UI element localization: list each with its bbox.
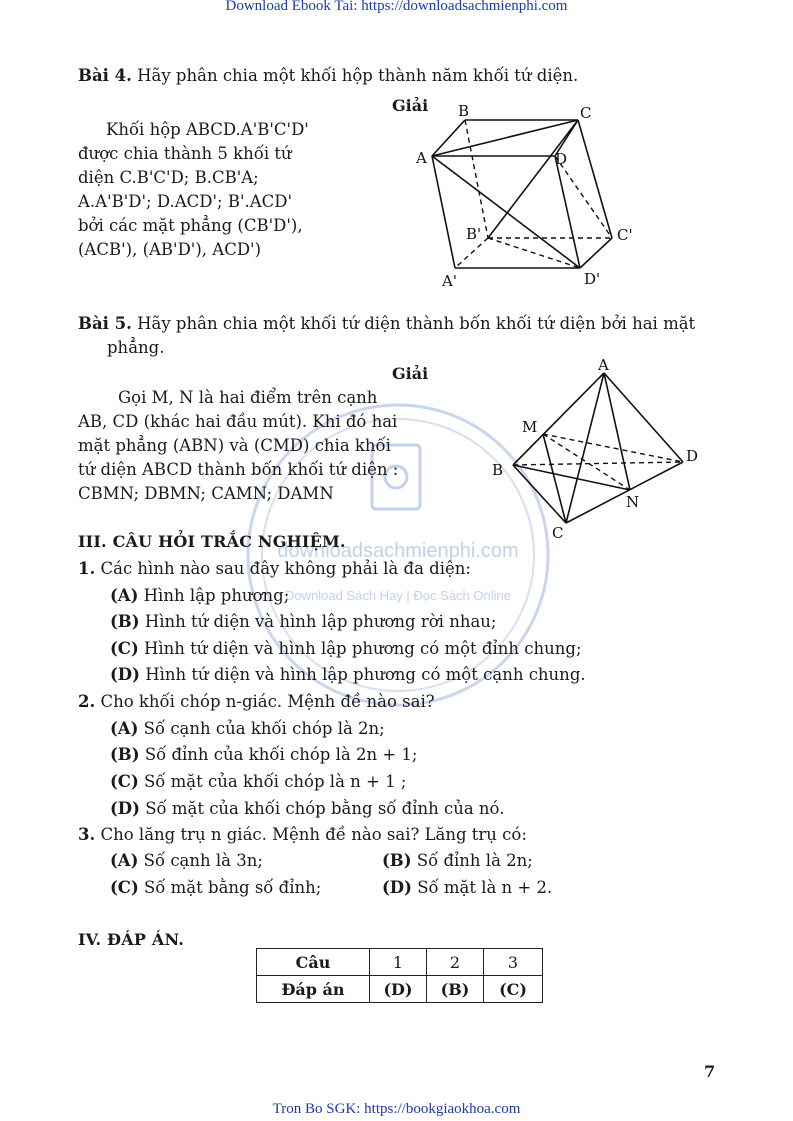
bai4-label-d1: D'	[584, 270, 601, 288]
q2-option: (A) Số cạnh của khối chóp là 2n;	[110, 719, 385, 738]
q2-text: Cho khối chóp n-giác. Mệnh đề nào sai?	[100, 692, 435, 711]
bai4-question	[78, 64, 578, 88]
section4-title: IV. ĐÁP ÁN.	[78, 930, 185, 949]
bai5-question	[78, 312, 695, 336]
bai4-answer-line: được chia thành 5 khối tứ	[78, 144, 292, 163]
bai5-answer-line: mặt phẳng (ABN) và (CMD) chia khối	[78, 436, 391, 455]
bai5-answer	[78, 386, 408, 506]
table-cell: 1	[370, 949, 427, 976]
bai5-label-n: N	[626, 493, 640, 511]
q3-option: (C) Số mặt bằng số đỉnh;	[110, 878, 322, 897]
bai4-label-c1: C'	[617, 226, 633, 244]
bai4-label-d: D	[555, 150, 568, 168]
q1-option: (B) Hình tứ diện và hình lập phương rời nhau;	[110, 612, 497, 631]
footer-link[interactable]: Tron Bo SGK: https://bookgiaokhoa.com	[272, 1101, 521, 1117]
table-row	[257, 949, 543, 976]
q1-option: (D) Hình tứ diện và hình lập phương có một cạnh chung.	[110, 665, 586, 684]
bai5-label-b: B	[492, 461, 504, 479]
q3-option: (D) Số mặt là n + 2.	[382, 878, 553, 897]
bai5-answer-line: tứ diện ABCD thành bốn khối tứ diện :	[78, 460, 399, 479]
page-number: 7	[704, 1062, 716, 1081]
table-cell: 3	[484, 949, 543, 976]
bai5-figure	[488, 355, 718, 545]
bai4-giai: Giải	[392, 96, 429, 115]
q1-text: Các hình nào sau đây không phải là đa diện:	[100, 559, 471, 578]
q2-option: (B) Số đỉnh của khối chóp là 2n + 1;	[110, 745, 418, 764]
q3-option: (B) Số đỉnh là 2n;	[382, 851, 533, 870]
answer-table	[256, 948, 543, 1003]
bai5-label-a: A	[598, 356, 609, 374]
bai4-label-b1: B'	[466, 225, 482, 243]
bai5-question-text: Hãy phân chia một khối tứ diện thành bốn khối tứ diện bởi hai mặt	[137, 314, 696, 333]
q1-option: (A) Hình lập phương;	[110, 586, 290, 605]
bai4-answer-line: Khối hộp ABCD.A'B'C'D'	[106, 120, 309, 139]
section3-title: III. CÂU HỎI TRẮC NGHIỆM.	[78, 532, 346, 551]
q3-option: (A) Số cạnh là 3n;	[110, 851, 263, 870]
bai4-answer-line: diện C.B'C'D; B.CB'A;	[78, 168, 259, 187]
bai4-question-text: Hãy phân chia một khối hộp thành năm khối tứ diện.	[137, 66, 579, 85]
bai4-label-a1: A'	[442, 272, 457, 290]
table-row	[257, 976, 543, 1003]
bai5-label-d: D	[686, 447, 699, 465]
q3	[78, 823, 527, 847]
q1-option: (C) Hình tứ diện và hình lập phương có một đỉnh chung;	[110, 639, 582, 658]
q2	[78, 690, 435, 714]
bai4-answer-line: bởi các mặt phẳng (CB'D'),	[78, 216, 303, 235]
bai5-label-c: C	[552, 524, 564, 542]
q1-number: 1.	[78, 559, 96, 578]
bai5-label-m: M	[522, 418, 538, 436]
table-cell: Câu	[257, 949, 370, 976]
q3-number: 3.	[78, 825, 96, 844]
bai4-label-c: C	[580, 104, 592, 122]
watermark-line1: downloadsachmienphi.com	[277, 540, 519, 562]
table-cell: (B)	[427, 976, 484, 1003]
q2-option: (D) Số mặt của khối chóp bằng số đỉnh của nó.	[110, 799, 505, 818]
table-cell: 2	[427, 949, 484, 976]
bai5-answer-line: AB, CD (khác hai đầu mút). Khi đó hai	[78, 412, 398, 431]
bai5-giai: Giải	[392, 364, 429, 383]
bai4-label-b: B	[458, 102, 470, 120]
bai5-answer-line: CBMN; DBMN; CAMN; DAMN	[78, 484, 334, 503]
q3-text: Cho lăng trụ n giác. Mệnh đề nào sai? Lăng trụ có:	[100, 825, 527, 844]
table-cell: Đáp án	[257, 976, 370, 1003]
bai5-number: Bài 5.	[78, 314, 132, 333]
q2-option: (C) Số mặt của khối chóp là n + 1 ;	[110, 772, 407, 791]
bai4-label-a: A	[416, 149, 427, 167]
q1	[78, 557, 471, 581]
bai5-answer-line: Gọi M, N là hai điểm trên cạnh	[118, 388, 378, 407]
table-cell: (C)	[484, 976, 543, 1003]
header-link[interactable]: Download Ebook Tai: https://downloadsachmienphi.com	[225, 0, 568, 14]
bai4-figure	[400, 100, 660, 295]
bai5-question-l2: phẳng.	[107, 338, 165, 357]
bai4-number: Bài 4.	[78, 66, 132, 85]
table-cell: (D)	[370, 976, 427, 1003]
watermark-line2: Download Sách Hay | Đọc Sách Online	[285, 588, 511, 603]
bai4-answer	[78, 118, 340, 262]
q2-number: 2.	[78, 692, 96, 711]
bai4-answer-line: (ACB'), (AB'D'), ACD')	[78, 240, 262, 259]
bai4-answer-line: A.A'B'D'; D.ACD'; B'.ACD'	[78, 192, 293, 211]
